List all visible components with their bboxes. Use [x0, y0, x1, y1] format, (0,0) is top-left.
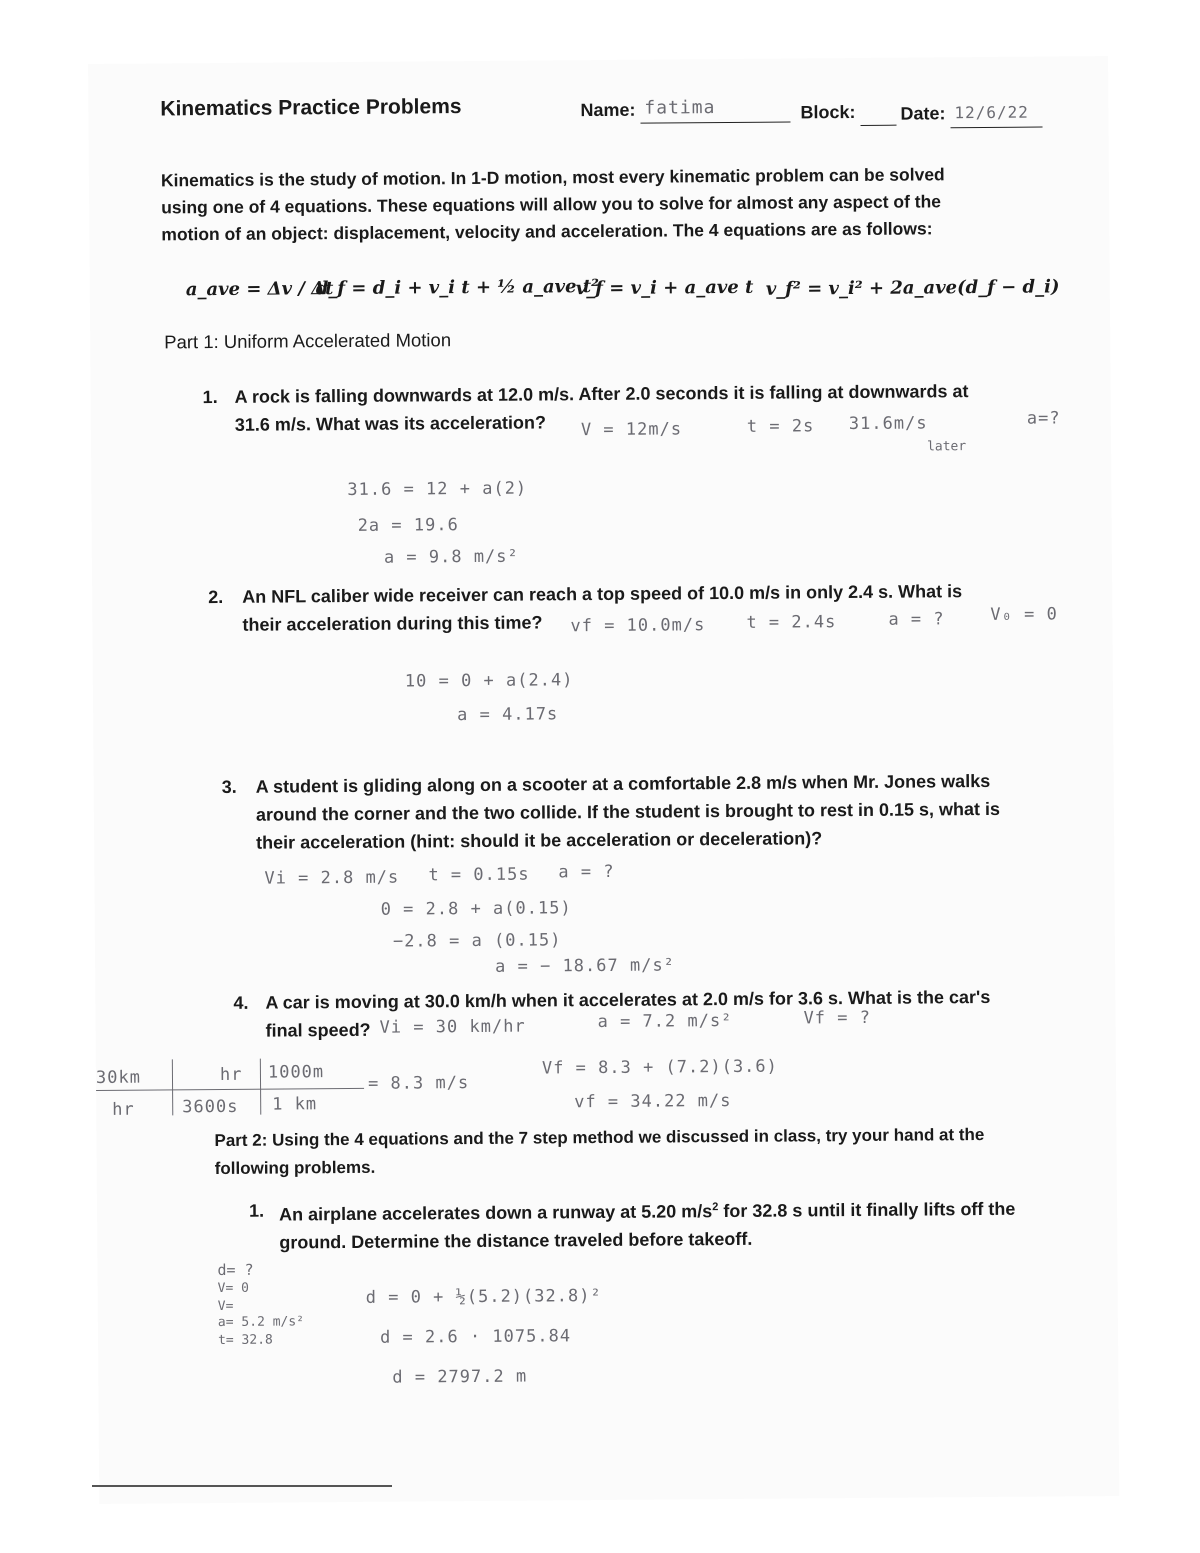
part2-given-vf: V= [217, 1298, 234, 1315]
worksheet-page [88, 56, 1119, 1504]
problem-2-work-line-2: a = 4.17s [457, 704, 559, 726]
part1-heading: Part 1: Uniform Accelerated Motion [164, 329, 452, 353]
part2-given-vi: V= 0 [217, 1280, 250, 1297]
problem-3-work-line-1: 0 = 2.8 + a(0.15) [380, 898, 572, 920]
problem-4-text: A car is moving at 30.0 km/h when it accelerates at 2.0 m/s for 3.6 s. What is the car's final speed? [265, 986, 991, 1041]
problem-1-given-vf: 31.6m/s [848, 413, 928, 435]
part2-problem-1-number: 1. [248, 1200, 265, 1221]
problem-2-work-line-1: 10 = 0 + a(2.4) [404, 670, 574, 692]
conversion-divider-2 [260, 1059, 261, 1115]
problem-4-number: 4. [233, 992, 249, 1013]
problem-2-given-a: a = ? [888, 609, 945, 630]
problem-3-text: A student is gliding along on a scooter at a comfortable 2.8 m/s when Mr. Jones walks around the corner and the two collide. If the student is brought to rest in 0.15 s, what is their acceleration (hint: should it be acceleration or deceleration)? [255, 770, 1001, 853]
equation-velocity-squared: v_f² = v_i² + 2a_ave(d_f − d_i) [765, 276, 1060, 300]
problem-2-given-v0: V₀ = 0 [990, 604, 1058, 625]
problem-2-given-vf: vf = 10.0m/s [570, 615, 706, 637]
problem-3-given-vi: Vi = 2.8 m/s [264, 867, 400, 889]
problem-4-given-vi: Vi = 30 km/hr [379, 1016, 526, 1038]
scan-bottom-edge [92, 1485, 392, 1487]
problem-1-number: 1. [202, 386, 218, 408]
part2-work-line-3: d = 2797.2 m [392, 1366, 528, 1388]
part2-work-line-2: d = 2.6 · 1075.84 [379, 1326, 572, 1348]
problem-4-given-vf: Vf = ? [803, 1007, 872, 1029]
conversion-fraction-bar [96, 1088, 364, 1091]
name-underline [640, 121, 790, 123]
problem-1-given-a: a=? [1026, 408, 1061, 429]
problem-1-work-line-3: a = 9.8 m/s² [383, 546, 519, 568]
problem-1-given-t: t = 2s [746, 416, 815, 437]
block-label: Block: [800, 101, 856, 123]
problem-4-work-line-1: Vf = 8.3 + (7.2)(3.6) [541, 1056, 778, 1079]
part2-given-t: t= 32.8 [217, 1332, 273, 1349]
conversion-divider-1 [172, 1059, 173, 1115]
equation-average-acceleration: a_ave = Δv / Δt [185, 278, 334, 301]
name-value: fatima [644, 97, 716, 119]
conversion-denominator-1: hr [112, 1099, 135, 1120]
problem-1-work-line-1: 31.6 = 12 + a(2) [347, 478, 528, 500]
conversion-denominator-3: 1 km [272, 1094, 318, 1115]
part2-given-a: a= 5.2 m/s² [217, 1314, 305, 1331]
name-label: Name: [580, 99, 636, 121]
part2-work-line-1: d = 0 + ½(5.2)(32.8)² [365, 1286, 602, 1308]
problem-1-work-line-2: 2a = 19.6 [357, 515, 459, 536]
equation-final-velocity: v_f = v_i + a_ave t [575, 276, 754, 300]
problem-4-given-a: a = 7.2 m/s² [597, 1010, 733, 1033]
worksheet-title: Kinematics Practice Problems [160, 95, 462, 121]
problem-3-work-line-3: a = − 18.67 m/s² [495, 955, 675, 977]
equation-displacement: d_f = d_i + v_i t + ½ a_ave t² [315, 275, 600, 300]
conversion-numerator-1: 30km [95, 1067, 142, 1088]
conversion-denominator-2: 3600s [182, 1096, 239, 1118]
conversion-numerator-3: 1000m [267, 1062, 325, 1083]
problem-2-given-t: t = 2.4s [746, 612, 837, 633]
problem-1-text: A rock is falling downwards at 12.0 m/s. After 2.0 seconds it is falling at downwards at 31.6 m/s. What was its acceleration? [234, 381, 969, 435]
part2-problem-1-text: An airplane accelerates down a runway at 5.20 $m/s^2$ for 32.8 s until it finally lifts off the ground. Determine the distance traveled before takeoff. [278, 1198, 1016, 1253]
problem-1-note-later: later [926, 439, 967, 455]
date-value: 12/6/22 [954, 102, 1029, 123]
problem-2-number: 2. [208, 586, 224, 608]
problem-2-text: An NFL caliber wide receiver can reach a top speed of 10.0 m/s in only 2.4 s. What is their acceleration during this time? [242, 581, 963, 635]
date-label: Date: [900, 103, 946, 124]
part2-given-d: d= ? [217, 1260, 254, 1280]
problem-3-number: 3. [221, 776, 237, 797]
problem-3-given-t: t = 0.15s [428, 864, 530, 886]
problem-3-given-a: a = ? [558, 861, 615, 883]
block-underline [861, 125, 897, 126]
date-underline [951, 127, 1043, 129]
problem-1-given-v: V = 12m/s [580, 419, 683, 441]
intro-paragraph: Kinematics is the study of motion. In 1-D motion, most every kinematic problem can be solved using one of 4 equations. These equations will allow you to solve for almost any aspect of the motion of an object: displacement, velocity and acceleration. The 4 equations are as follows: [160, 164, 945, 245]
part2-heading: Part 2: Using the 4 equations and the 7 step method we discussed in class, try your hand at the following problems. [214, 1124, 985, 1179]
problem-4-work-line-2: vf = 34.22 m/s [574, 1090, 732, 1113]
conversion-numerator-2: hr [219, 1064, 243, 1086]
conversion-result: = 8.3 m/s [367, 1073, 470, 1094]
problem-3-work-line-2: −2.8 = a (0.15) [392, 930, 562, 952]
